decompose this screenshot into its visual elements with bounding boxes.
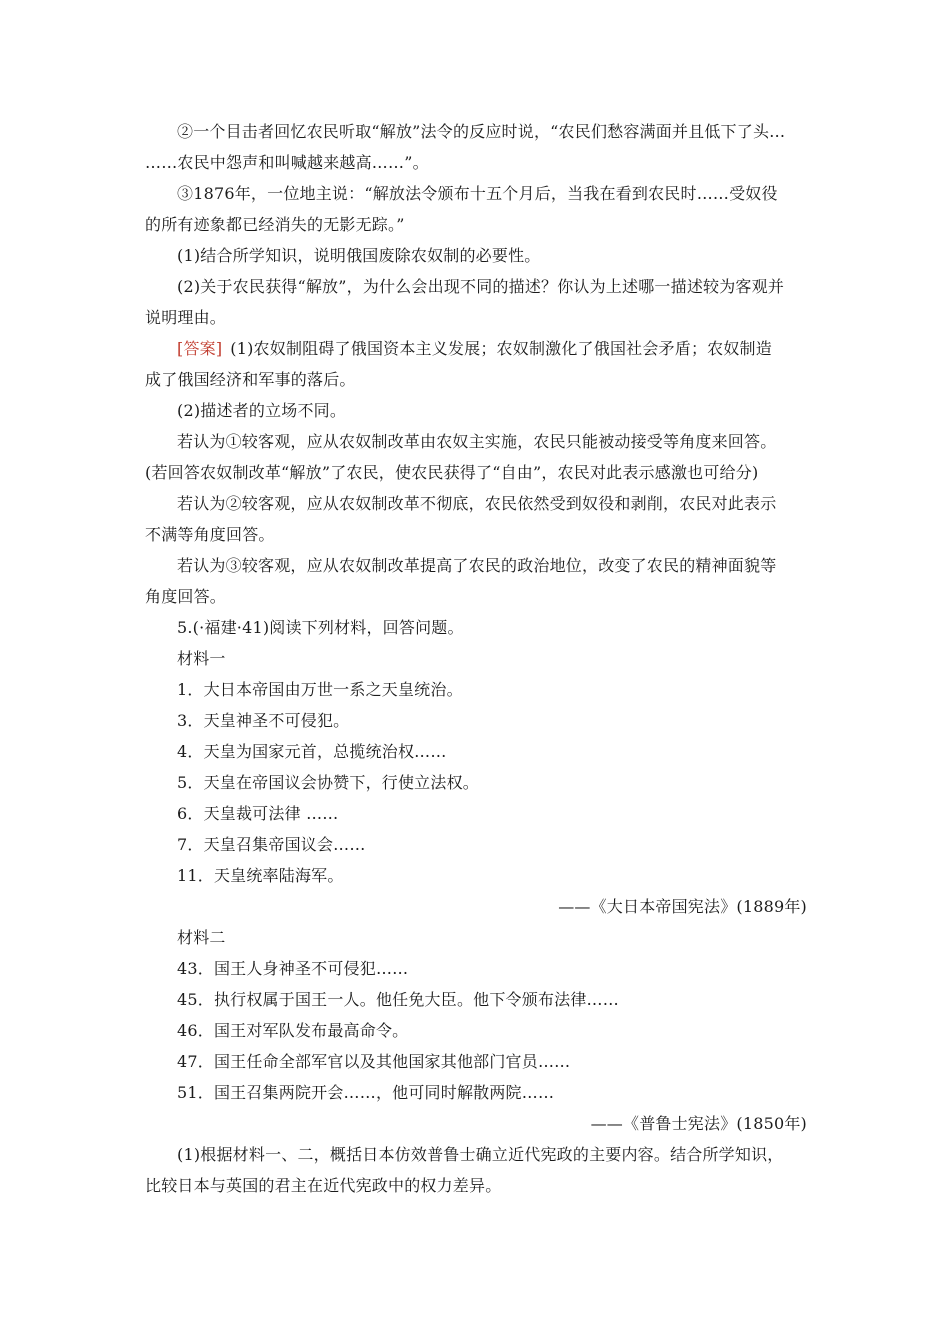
question-5-1: (1)根据材料一、二，概括日本仿效普鲁士确立近代宪政的主要内容。结合所学知识， <box>177 1145 784 1164</box>
list-item: 45．执行权属于国王一人。他任免大臣。他下令颁布法律…… <box>177 990 619 1009</box>
list-item: 1．大日本帝国由万世一系之天皇统治。 <box>177 680 463 699</box>
list-item: 3．天皇神圣不可侵犯。 <box>177 711 350 730</box>
list-item: 4．天皇为国家元首，总揽统治权…… <box>177 742 447 761</box>
text-line: 角度回答。 <box>145 587 227 606</box>
text-line: ③1876年，一位地主说：“解放法令颁布十五个月后，当我在看到农民时……受奴役 <box>177 184 778 203</box>
list-item: 7．天皇召集帝国议会…… <box>177 835 366 854</box>
question-2: (2)关于农民获得“解放”，为什么会出现不同的描述？你认为上述哪一描述较为客观并 <box>177 277 785 296</box>
text-line: 若认为③较客观，应从农奴制改革提高了农民的政治地位，改变了农民的精神面貌等 <box>177 556 777 575</box>
material-heading: 材料一 <box>177 649 226 668</box>
text-line: (若回答农奴制改革“解放”了农民，使农民获得了“自由”，农民对此表示感激也可给分) <box>145 463 759 482</box>
question-5-heading: 5.(·福建·41)阅读下列材料，回答问题。 <box>177 618 464 637</box>
list-item: 6．天皇裁可法律 …… <box>177 804 339 823</box>
answer-tag: [答案] <box>177 339 223 358</box>
list-item: 51．国王召集两院开会……，他可同时解散两院…… <box>177 1083 555 1102</box>
text-line: 若认为②较客观，应从农奴制改革不彻底，农民依然受到奴役和剥削，农民对此表示 <box>177 494 777 513</box>
text-line: ……农民中怨声和叫喊越来越高……”。 <box>145 153 429 172</box>
answer-line: [答案] (1)农奴制阻碍了俄国资本主义发展；农奴制激化了俄国社会矛盾；农奴制造 <box>177 339 772 358</box>
document-page <box>145 116 807 1201</box>
text-line: 比较日本与英国的君主在近代宪政中的权力差异。 <box>145 1176 502 1195</box>
list-item: 5．天皇在帝国议会协赞下，行使立法权。 <box>177 773 479 792</box>
text-line: 成了俄国经济和军事的落后。 <box>145 370 356 389</box>
text-line: 说明理由。 <box>145 308 227 327</box>
text-line: 若认为①较客观，应从农奴制改革由农奴主实施，农民只能被动接受等角度来回答。 <box>177 432 777 451</box>
source-citation: ——《普鲁士宪法》(1850年) <box>590 1114 807 1133</box>
material-heading: 材料二 <box>177 928 226 947</box>
list-item: 11．天皇统率陆海军。 <box>177 866 344 885</box>
text-line: ②一个目击者回忆农民听取“解放”法令的反应时说，“农民们愁容满面并且低下了头… <box>177 122 786 141</box>
text-line: (2)描述者的立场不同。 <box>177 401 347 420</box>
list-item: 47．国王任命全部军官以及其他国家其他部门官员…… <box>177 1052 571 1071</box>
source-citation: ——《大日本帝国宪法》(1889年) <box>558 897 807 916</box>
list-item: 46．国王对军队发布最高命令。 <box>177 1021 409 1040</box>
list-item: 43．国王人身神圣不可侵犯…… <box>177 959 409 978</box>
text-line: 的所有迹象都已经消失的无影无踪。” <box>145 215 405 234</box>
question-1: (1)结合所学知识，说明俄国废除农奴制的必要性。 <box>177 246 541 265</box>
text-line: 不满等角度回答。 <box>145 525 275 544</box>
